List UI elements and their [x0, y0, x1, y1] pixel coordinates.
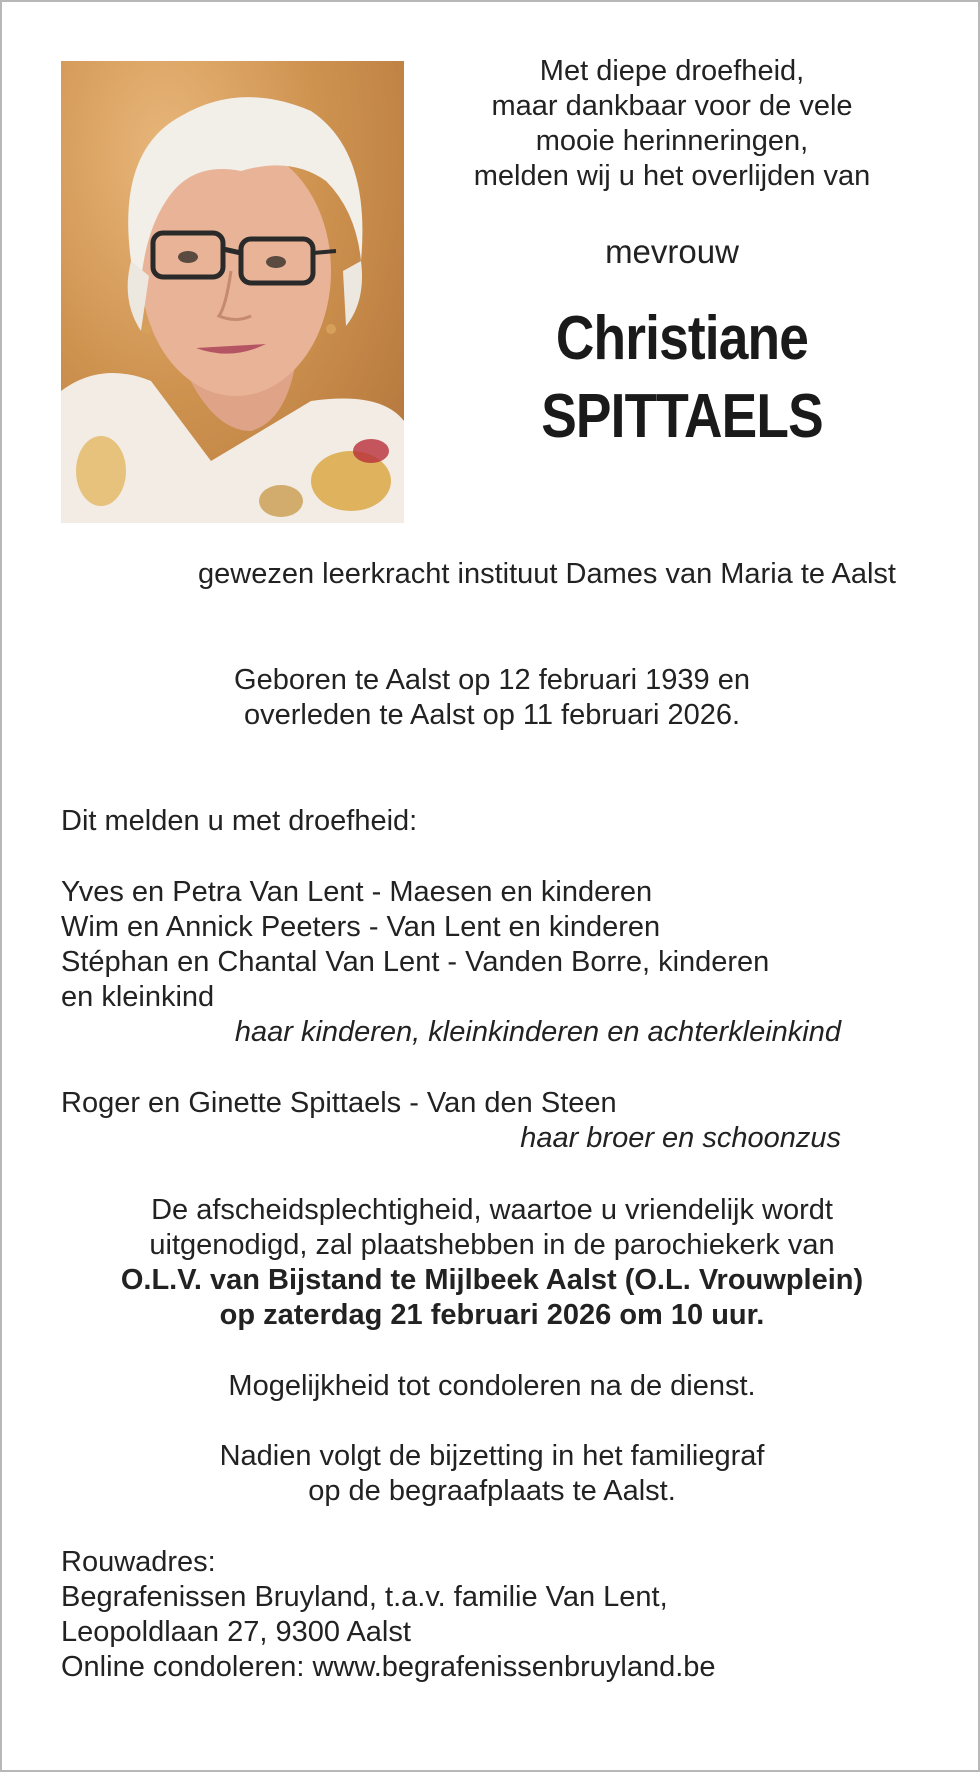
address-line: Begrafenissen Bruyland, t.a.v. familie Van Lent,	[61, 1581, 668, 1613]
ceremony-line: De afscheidsplechtigheid, waartoe u vriendelijk wordt	[151, 1194, 833, 1226]
family-relation: haar broer en schoonzus	[520, 1122, 841, 1154]
birth-line: Geboren te Aalst op 12 februari 1939 en	[234, 664, 750, 696]
burial-line: Nadien volgt de bijzetting in het familiegraf	[219, 1440, 765, 1472]
family-member: Yves en Petra Van Lent - Maesen en kinderen	[61, 876, 653, 908]
intro-line: maar dankbaar voor de vele	[491, 90, 853, 122]
death-line: overleden te Aalst op 11 februari 2026.	[243, 699, 741, 731]
family-member: Stéphan en Chantal Van Lent - Vanden Borre, kinderen	[61, 946, 770, 978]
family-relation: haar kinderen, kleinkinderen en achterkleinkind	[234, 1016, 841, 1048]
intro-line: mooie herinneringen,	[535, 125, 809, 157]
honorific: mevrouw	[605, 233, 739, 270]
intro-text	[442, 54, 902, 194]
address-line: Leopoldlaan 27, 9300 Aalst	[61, 1616, 411, 1648]
burial-line: op de begraafplaats te Aalst.	[308, 1475, 676, 1507]
ceremony-info	[2, 1193, 980, 1333]
family-member: en kleinkind	[61, 981, 215, 1013]
family-heading: Dit melden u met droefheid:	[61, 805, 418, 837]
family-member: Wim en Annick Peeters - Van Lent en kinderen	[61, 911, 661, 943]
mourning-address	[61, 1545, 861, 1685]
family-group-siblings	[61, 1086, 861, 1156]
burial-info	[2, 1439, 980, 1509]
family-group-children	[61, 875, 861, 1050]
deceased-name	[476, 300, 889, 456]
online-condolence-line: Online condoleren: www.begrafenissenbruyland.be	[61, 1651, 716, 1683]
portrait-photo	[61, 61, 404, 523]
intro-line: melden wij u het overlijden van	[473, 160, 871, 192]
intro-line: Met diepe droefheid,	[539, 55, 805, 87]
family-member: Roger en Ginette Spittaels - Van den Steen	[61, 1087, 617, 1119]
first-name: Christiane	[555, 304, 809, 373]
condolence-note: Mogelijkheid tot condoleren na de dienst.	[228, 1370, 756, 1402]
ceremony-line: uitgenodigd, zal plaatshebben in de parochiekerk van	[149, 1229, 835, 1261]
ceremony-datetime: op zaterdag 21 februari 2026 om 10 uur.	[219, 1299, 765, 1331]
ceremony-location: O.L.V. van Bijstand te Mijlbeek Aalst (O.L. Vrouwplein)	[120, 1264, 864, 1296]
last-name: SPITTAELS	[541, 382, 823, 451]
occupation: gewezen leerkracht instituut Dames van Maria te Aalst	[198, 558, 896, 590]
birth-death-dates	[2, 663, 980, 733]
address-heading: Rouwadres:	[61, 1546, 216, 1578]
